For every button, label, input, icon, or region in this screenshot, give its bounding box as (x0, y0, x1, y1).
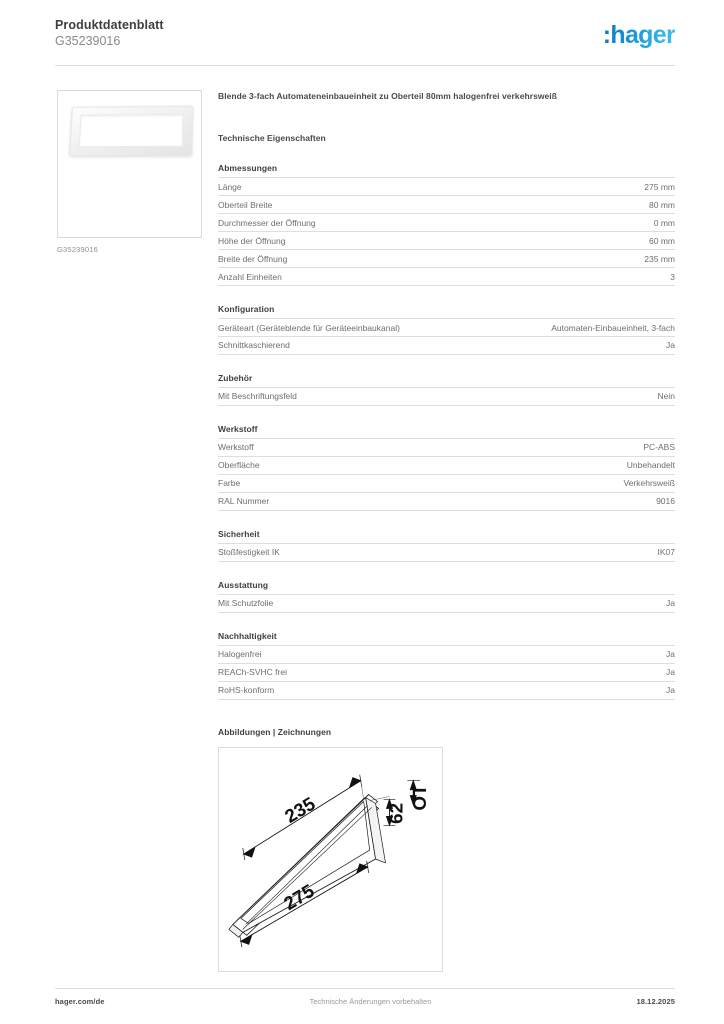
spec-label: Farbe (218, 478, 241, 489)
table-row (218, 474, 675, 492)
spec-group-title: Abmessungen (218, 163, 278, 173)
table-row (218, 195, 675, 213)
spec-label: RoHS-konform (218, 685, 275, 696)
table-row (218, 438, 675, 456)
spec-group-sicherheit (218, 529, 675, 562)
spec-label: Schnittkaschierend (218, 340, 290, 351)
spec-label: Mit Beschriftungsfeld (218, 391, 297, 402)
table-row (218, 213, 675, 231)
spec-label: Geräteart (Geräteblende für Geräteeinbaukanal) (218, 322, 400, 333)
spec-value: 235 mm (644, 253, 675, 264)
product-photo (57, 90, 202, 238)
spec-value: Ja (666, 667, 675, 678)
footer-website[interactable]: hager.com/de (55, 997, 105, 1006)
spec-label: Höhe der Öffnung (218, 235, 286, 246)
dim-label-62: 62 (385, 802, 407, 824)
spec-value: PC-ABS (643, 442, 675, 453)
spec-label: Werkstoff (218, 442, 254, 453)
drawings-heading: Abbildungen | Zeichnungen (218, 726, 332, 737)
page-title: Produktdatenblatt (55, 18, 164, 32)
spec-label: Durchmesser der Öffnung (218, 217, 316, 228)
spec-value: Ja (666, 649, 675, 660)
spec-value: Ja (666, 685, 675, 696)
spec-value: Unbehandelt (626, 460, 675, 471)
bezel-inner-opening (79, 114, 184, 147)
dim-label-235: 235 (281, 792, 319, 827)
table-row (218, 492, 675, 510)
header-divider (55, 65, 675, 66)
spec-table (218, 594, 675, 613)
spec-table (218, 438, 675, 511)
spec-value: 80 mm (649, 199, 675, 210)
spec-group-title: Werkstoff (218, 423, 258, 434)
spec-group-abmessungen (218, 163, 675, 286)
spec-table (218, 645, 675, 700)
page-header (55, 18, 675, 64)
spec-group-title: Ausstattung (218, 579, 269, 590)
table-row (218, 178, 675, 196)
footer-date: 18.12.2025 (636, 997, 675, 1006)
spec-table (218, 387, 675, 406)
hager-logo: :hager (602, 21, 675, 49)
table-row (218, 663, 675, 681)
header-titles (55, 18, 164, 49)
product-image-caption: G35239016 (57, 245, 99, 254)
dim-label-ot: OT (409, 784, 431, 811)
spec-value: IK07 (657, 547, 675, 558)
product-image-block (57, 90, 202, 254)
table-row (218, 594, 675, 612)
table-row (218, 456, 675, 474)
spec-value: 0 mm (653, 217, 675, 228)
spec-value: Nein (657, 391, 675, 402)
bezel-frame-illustration (69, 106, 193, 156)
spec-value: Automaten-Einbaueinheit, 3-fach (551, 322, 675, 333)
table-row (218, 318, 675, 336)
spec-table (218, 177, 675, 286)
technical-drawing (218, 747, 443, 972)
spec-label: Halogenfrei (218, 649, 262, 660)
spec-value: Verkehrsweiß (623, 478, 675, 489)
table-row (218, 387, 675, 405)
drawings-section (218, 727, 675, 972)
footer-divider (55, 988, 675, 989)
spec-group-title: Sicherheit (218, 528, 260, 539)
spec-value: Ja (666, 340, 675, 351)
spec-label: Länge (218, 181, 242, 192)
spec-label: REACh-SVHC frei (218, 667, 287, 678)
table-row (218, 231, 675, 249)
table-row (218, 645, 675, 663)
spec-label: Oberfläche (218, 460, 260, 471)
spec-group-title: Konfiguration (218, 303, 275, 314)
spec-group-nachhaltigkeit (218, 631, 675, 700)
spec-group-zubehör (218, 373, 675, 406)
spec-group-werkstoff (218, 424, 675, 511)
table-row (218, 267, 675, 285)
spec-table (218, 318, 675, 355)
spec-value: 9016 (656, 496, 675, 507)
spec-value: 275 mm (644, 181, 675, 192)
spec-value: 3 (670, 271, 675, 282)
table-row (218, 543, 675, 561)
spec-label: RAL Nummer (218, 496, 270, 507)
table-row (218, 249, 675, 267)
spec-table (218, 543, 675, 562)
spec-label: Oberteil Breite (218, 199, 273, 210)
spec-value: Ja (666, 598, 675, 609)
spec-value: 60 mm (649, 235, 675, 246)
main-content (218, 90, 675, 972)
spec-group-konfiguration (218, 304, 675, 355)
spec-group-title: Nachhaltigkeit (218, 630, 277, 641)
spec-group-title: Zubehör (218, 372, 253, 383)
spec-group-ausstattung (218, 580, 675, 613)
product-reference: G35239016 (55, 34, 121, 48)
table-row (218, 681, 675, 699)
spec-groups-container (218, 163, 675, 700)
dim-label-275: 275 (280, 879, 318, 914)
spec-label: Anzahl Einheiten (218, 271, 282, 282)
page-footer (55, 997, 675, 1006)
footer-disclaimer: Technische Änderungen vorbehalten (309, 997, 432, 1006)
spec-label: Breite der Öffnung (218, 253, 288, 264)
spec-label: Stoßfestigkeit IK (218, 547, 280, 558)
spec-label: Mit Schutzfolie (218, 598, 274, 609)
product-name: Blende 3-fach Automateneinbaueinheit zu Oberteil 80mm halogenfrei verkehrsweiß (218, 91, 557, 101)
table-row (218, 336, 675, 354)
technical-properties-heading: Technische Eigenschaften (218, 133, 326, 143)
